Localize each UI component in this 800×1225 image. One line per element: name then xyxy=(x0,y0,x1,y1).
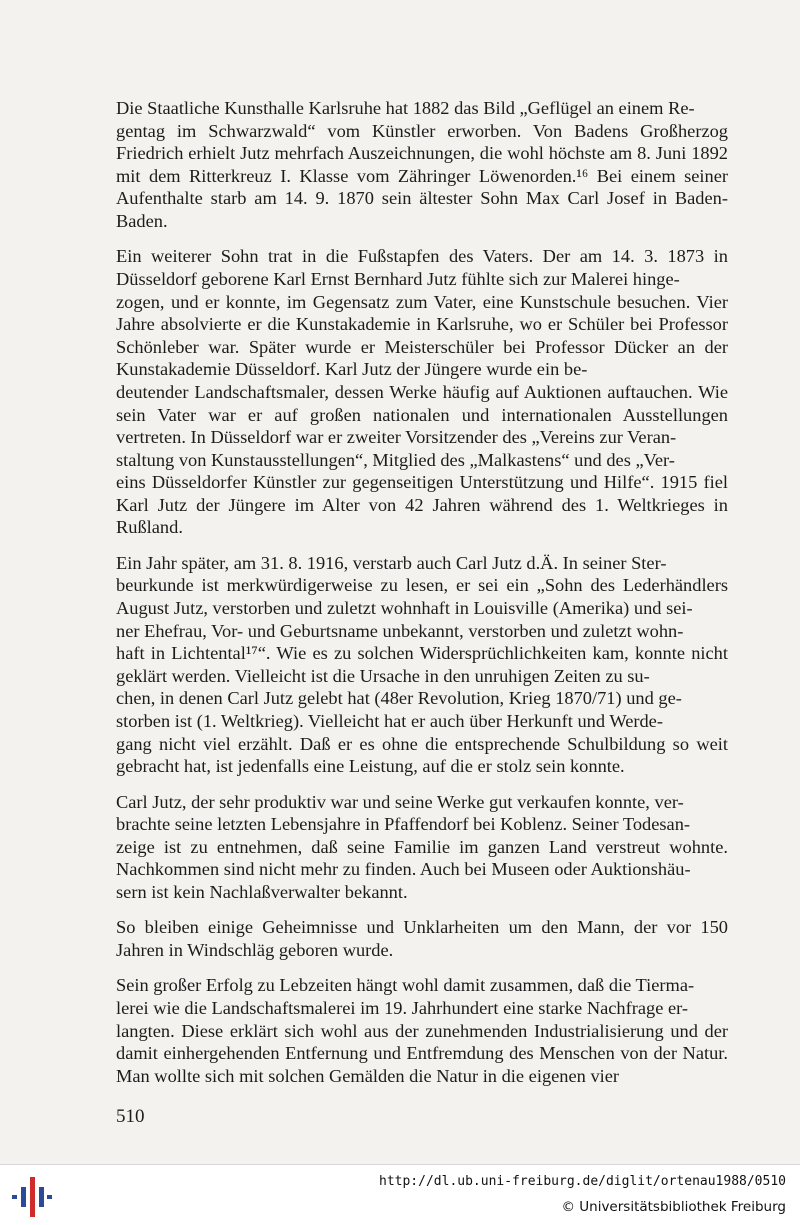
paragraph: Ein weiterer Sohn trat in die Fußstapfen des Vaters. Der am 14. 3. 1873 in Düsseldorf geborene Karl Ernst Bernhard Jutz fühlte sich zur Malerei hinge- zogen, und er konnte, im Gegensatz zum Vater, eine Kunstschule besuchen. Vier Jahre absolvierte er die Kunstakademie in Karlsruhe, wo er Schüler bei Professor Schönleber war. Später wurde er Meisterschüler bei Professor Dücker an der Kunstakademie Düsseldorf. Karl Jutz der Jüngere wurde ein be- deutender Landschaftsmaler, dessen Werke häufig auf Auktionen auftauchen. Wie sein Vater war er auf großen nationalen und internationalen Ausstellungen vertreten. In Düsseldorf war er zweiter Vorsitzender des „Vereins zur Veran- staltung von Kunstausstellungen“, Mitglied des „Malkastens“ und des „Ver- eins Düsseldorfer Künstler zur gegenseitigen Unterstützung und Hilfe“. 1915 fiel Karl Jutz der Jüngere im Alter von 42 Jahren während des 1. Weltkrieges in Rußland. xyxy=(116,246,728,538)
body-text xyxy=(116,97,728,1100)
paragraph: Die Staatliche Kunsthalle Karlsruhe hat 1882 das Bild „Geflügel an einem Re- gentag im Schwarzwald“ vom Künstler erworben. Von Badens Großherzog Friedrich erhielt Jutz mehrfach Auszeichnungen, die wohl höchste am 8. Juni 1892 mit dem Ritterkreuz I. Klasse vom Zähringer Löwenorden.¹⁶ Bei einem seiner Aufenthalte starb am 14. 9. 1870 sein ältester Sohn Max Carl Josef in Baden-Baden. xyxy=(116,98,728,231)
page-number: 510 xyxy=(116,1106,145,1127)
permalink-url[interactable]: http://dl.ub.uni-freiburg.de/diglit/ortenau1988/0510 xyxy=(379,1174,786,1189)
ub-freiburg-logo-icon[interactable] xyxy=(12,1175,52,1219)
copyright-notice: © Universitätsbibliothek Freiburg xyxy=(561,1199,786,1215)
paragraph: Ein Jahr später, am 31. 8. 1916, verstarb auch Carl Jutz d.Ä. In seiner Ster- beurkunde ist merkwürdigerweise zu lesen, er sei ein „Sohn des Lederhändlers August Jutz, verstorben und zuletzt wohnhaft in Louisville (Amerika) und sei- ner Ehefrau, Vor- und Geburtsname unbekannt, verstorben und zuletzt wohn- haft in Lichtental¹⁷“. Wie es zu solchen Widersprüchlichkeiten kam, konnte nicht geklärt werden. Vielleicht ist die Ursache in den unruhigen Zeiten zu su- chen, in denen Carl Jutz gelebt hat (48er Revolution, Krieg 1870/71) und ge- storben ist (1. Weltkrieg). Vielleicht hat er auch über Herkunft und Werde- gang nicht viel erzählt. Daß er es ohne die entsprechende Schulbildung so weit gebracht hat, ist jedenfalls eine Leistung, auf die er stolz sein konnte. xyxy=(116,552,728,777)
viewer-footer xyxy=(0,1164,800,1225)
paragraph: Carl Jutz, der sehr produktiv war und seine Werke gut verkaufen konnte, ver- brachte seine letzten Lebensjahre in Pfaffendorf bei Koblenz. Seiner Todesan- zeige ist zu entnehmen, daß seine Familie im ganzen Land verstreut wohnte. Nachkommen sind nicht mehr zu finden. Auch bei Museen oder Auktionshäu- sern ist kein Nachlaßverwalter bekannt. xyxy=(116,791,728,902)
paragraph: Sein großer Erfolg zu Lebzeiten hängt wohl damit zusammen, daß die Tierma- lerei wie die Landschaftsmalerei im 19. Jahrhundert eine starke Nachfrage er- langten. Diese erklärt sich wohl aus der zunehmenden Industrialisierung und der damit einhergehenden Entfernung und Entfremdung des Menschen von der Natur. Man wollte sich mit solchen Gemälden die Natur in die eigenen vier xyxy=(116,975,728,1086)
paragraph: So bleiben einige Geheimnisse und Unklarheiten um den Mann, der vor 150 Jahren in Windschläg geboren wurde. xyxy=(116,917,728,960)
